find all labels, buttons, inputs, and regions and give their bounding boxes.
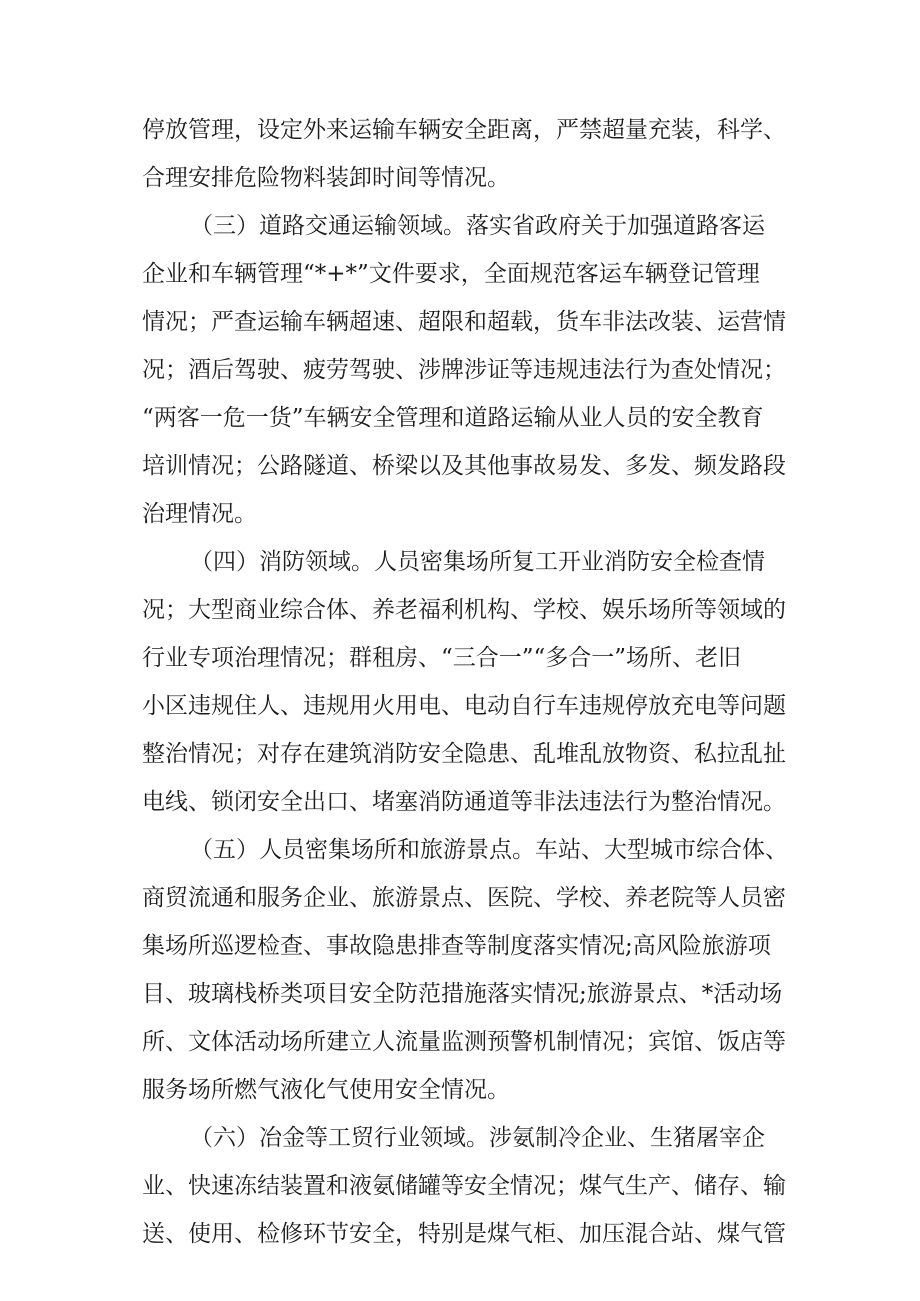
section-heading-line: （三）道路交通运输领域。落实省政府关于加强道路客运 xyxy=(190,213,765,239)
text-line: 行业专项治理情况；群租房、“三合一”“多合一”场所、老旧 xyxy=(142,645,742,671)
text-line: 情况；严查运输车辆超速、超限和超载，货车非法改装、运营情 xyxy=(142,309,786,335)
text-line: 合理安排危险物料装卸时间等情况。 xyxy=(142,165,510,191)
text-line: 送、使用、检修环节安全，特别是煤气柜、加压混合站、煤气管 xyxy=(142,1221,786,1247)
text-line: 整治情况；对存在建筑消防安全隐患、乱堆乱放物资、私拉乱扯 xyxy=(142,741,786,767)
text-line: “两客一危一货”车辆安全管理和道路运输从业人员的安全教育 xyxy=(142,405,764,431)
text-line: 治理情况。 xyxy=(142,501,257,527)
text-line: 况；酒后驾驶、疲劳驾驶、涉牌涉证等违规违法行为查处情况； xyxy=(142,357,786,383)
text-line: 业、快速冻结装置和液氨储罐等安全情况；煤气生产、储存、输 xyxy=(142,1173,786,1199)
section-heading-line: （五）人员密集场所和旅游景点。车站、大型城市综合体、 xyxy=(190,837,788,863)
text-line: 培训情况；公路隧道、桥梁以及其他事故易发、多发、频发路段 xyxy=(142,453,786,479)
text-line: 集场所巡逻检查、事故隐患排查等制度落实情况;高风险旅游项 xyxy=(142,933,771,959)
text-line: 况；大型商业综合体、养老福利机构、学校、娱乐场所等领域的 xyxy=(142,597,786,623)
section-heading-line: （四）消防领域。人员密集场所复工开业消防安全检查情 xyxy=(190,549,765,575)
section-heading-line: （六）冶金等工贸行业领域。涉氨制冷企业、生猪屠宰企 xyxy=(190,1125,765,1151)
text-line: 所、文体活动场所建立人流量监测预警机制情况；宾馆、饭店等 xyxy=(142,1029,786,1055)
text-line: 目、玻璃栈桥类项目安全防范措施落实情况;旅游景点、*活动场 xyxy=(142,981,783,1007)
text-line: 服务场所燃气液化气使用安全情况。 xyxy=(142,1077,510,1103)
text-line: 停放管理，设定外来运输车辆安全距离，严禁超量充装，科学、 xyxy=(142,117,786,143)
text-line: 商贸流通和服务企业、旅游景点、医院、学校、养老院等人员密 xyxy=(142,885,786,911)
text-line: 电线、锁闭安全出口、堵塞消防通道等非法违法行为整治情况。 xyxy=(142,789,786,815)
text-line: 小区违规住人、违规用火用电、电动自行车违规停放充电等问题 xyxy=(142,693,786,719)
text-line: 企业和车辆管理“*+*”文件要求，全面规范客运车辆登记管理 xyxy=(142,261,760,287)
